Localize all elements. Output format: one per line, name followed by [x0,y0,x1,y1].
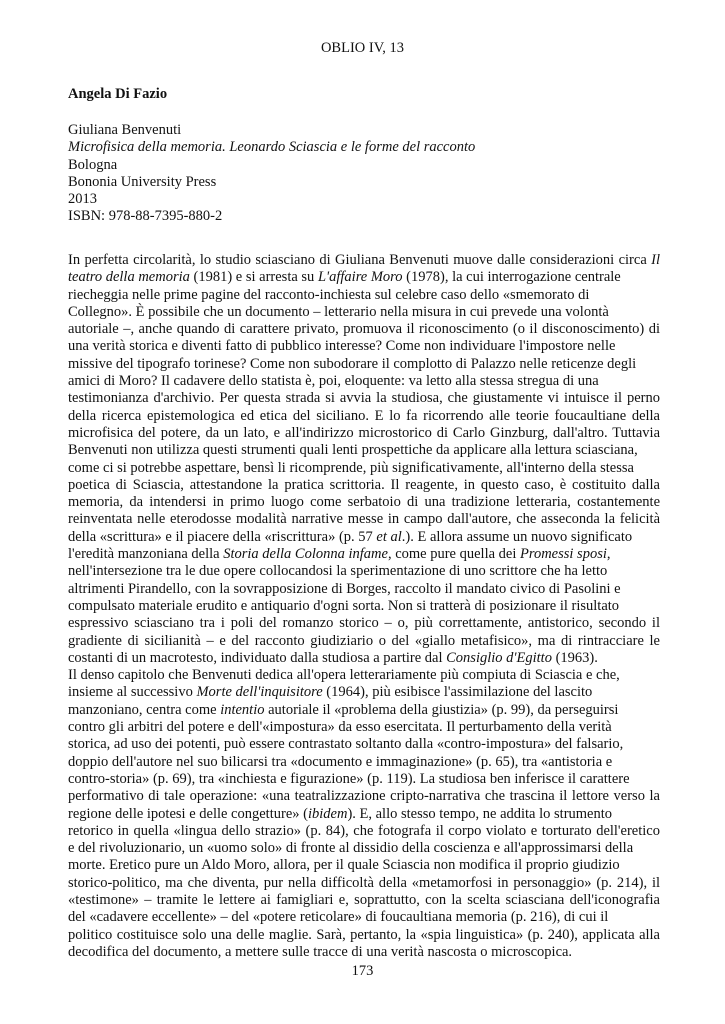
body-line [68,650,660,667]
text-segment: retorico in quella «lingua dello strazio» (p. 84), che fotografa il corpo violato e torturato dell'eretico [68,822,660,839]
body-line [68,477,660,494]
text-segment: reinventata nelle eterodosse modalità narrative messe in campo dall'autore, che asseconda la felicità [68,511,660,528]
text-segment: , [606,546,611,563]
review-body [68,252,660,961]
text-segment: gradiente di sicilianità – e del racconto giudiziario o del «giallo metafisico», ma di rintracciare le [68,632,660,649]
bibliographic-entry [68,122,475,226]
italic-title: Storia della Colonna infame [223,546,388,563]
italic-title: teatro della memoria [68,269,190,286]
text-segment: manzoniano, centra come [68,701,221,718]
text-segment: costanti di un macrotesto, individuato dalla studiosa a partire dal [68,649,447,666]
body-line [68,667,660,684]
italic-title: et al [376,528,402,545]
text-segment: regione delle ipotesi e delle congetture» ( [68,805,308,822]
text-segment: espressivo sciasciano tra i poli del romanzo storico – o, più correttamente, antistorico, secondo il [68,615,660,632]
body-line [68,633,660,650]
body-line [68,944,660,961]
text-segment: della «scrittura» e il piacere della «riscrittura» (p. 57 [68,528,377,545]
text-segment: (1981) e si arresta su [189,269,318,286]
body-line [68,494,660,511]
text-segment: ) [405,528,411,545]
body-line [68,321,660,338]
text-segment: altrimenti Pirandello, con la sovrapposizione di Borges, raccolto il mandato civico di Pasolini e [68,580,621,597]
body-line [68,719,660,736]
text-segment: contro gli arbitri del potere e dell'«impostura» da esso esercitata. Il perturbamento della verità [68,719,612,736]
text-segment: doppio dell'autore nel suo bilicarsi tra «documento e immaginazione» (p. 65), tra «antistoria e [68,753,613,770]
body-line [68,892,660,909]
italic-title: Consiglio d'Egitto [446,649,552,666]
text-segment: storico-politico, ma che diventa, pur nella difficoltà della «metamorfosi in personaggio» (p. 214), il [68,874,660,891]
running-header: OBLIO IV, 13 [320,40,405,56]
body-line [68,546,660,563]
italic-title: intentio [220,701,265,718]
text-segment: l'eredità manzoniana della [68,546,224,563]
text-segment: (1963). [551,649,598,666]
text-segment: riecheggia nelle prime pagine del racconto-inchiesta sul celebre caso dello «smemorato di [68,286,590,303]
body-line [68,269,660,286]
text-segment: autoriale il «problema della giustizia» (p. 99), da perseguirsi [264,701,619,718]
body-line [68,857,660,874]
body-line [68,581,660,598]
body-line [68,598,660,615]
text-segment: microfisica del potere, da un lato, e all'indirizzo microstorico di Carlo Ginzburg, dall'altro. Tuttavia [68,424,660,441]
body-line [68,771,660,788]
isbn: ISBN: 978-88-7395-880-2 [68,208,223,225]
body-line [68,875,660,892]
text-segment: politico costituisce solo una delle maglie. Sarà, pertanto, la «spia linguistica» (p. 240), applicata alla [68,926,660,943]
body-line [68,927,660,944]
body-line [68,840,660,857]
italic-title: Il [651,252,660,268]
publication-city: Bologna [68,156,118,173]
body-line [68,563,660,580]
body-line [68,442,660,459]
body-line [68,823,660,840]
body-line [68,287,660,304]
text-segment: ). E, allo stesso tempo, ne addita lo strumento [347,805,613,822]
text-segment: In perfetta circolarità, lo studio sciasciano di Giuliana Benvenuti muove dalle considerazioni circa [68,252,652,268]
text-segment: Il denso capitolo che Benvenuti dedica all'opera letterariamente più compiuta di Sciascia e che, [68,667,620,684]
text-segment: insieme al successivo [68,684,197,701]
book-title: Microfisica della memoria. Leonardo Sciascia e le forme del racconto [68,139,476,156]
body-line [68,909,660,926]
text-segment: compulsato materiale erudito e antiquario d'ogni sorta. Non si tratterà di posizionare il risultato [68,597,620,614]
italic-title: Morte dell'inquisitore [196,684,323,701]
body-line [68,702,660,719]
body-line [68,806,660,823]
text-segment: storica, ad uso dei potenti, può essere contrastato soltanto dalla «contro-impostura» del falsario, [68,736,624,753]
text-segment: decodifica del documento, a mettere sulle tracce di una verità nascosta o microscopica. [68,943,573,960]
text-segment: poetica di Sciascia, attestandone la pratica scrittoria. Il reagente, in questo caso, è costituito dalla [68,476,660,493]
text-segment: una verità storica e diventi fatto di pubblico interesse? Come non individuare l'impostore nelle [68,338,616,355]
body-line [68,252,660,269]
publisher: Bononia University Press [68,173,217,190]
body-line [68,425,660,442]
text-segment: Benvenuti non utilizza questi strumenti quali lenti prospettiche da applicare alla lettura sciasciana, [68,442,638,459]
text-segment: nell'intersezione tra le due opere collocandosi la sperimentazione di uno scrittore che ha letto [68,563,608,580]
body-line [68,684,660,701]
text-segment: come ci si potrebbe aspettare, bensì li ricomprende, più significativamente, all'interno della stessa [68,459,634,476]
text-segment: , come pure quella dei [387,546,520,563]
text-segment: autoriale –, anche quando di carattere privato, promuova il riconoscimento (o il disconoscimento) di [68,321,660,338]
text-segment: contro-storia» (p. 69), tra «inchiesta e figurazione» (p. 119). La studiosa ben inferisce il carattere [68,770,630,787]
body-line [68,390,660,407]
text-segment: (1978), la cui interrogazione centrale [402,269,621,286]
body-line [68,754,660,771]
body-line [68,788,660,805]
text-segment: memoria, da intendersi in primo luogo come serbatoio di una tradizione letteraria, costantemente [68,494,660,511]
text-segment: morte. Eretico pure un Aldo Moro, allora, per il quale Sciascia non modifica il proprio giudizio [68,857,620,874]
text-segment: della ricerca epistemologica ed etica del siciliano. E lo fa ricorrendo alle teorie foucaultiane della [68,407,660,424]
body-line [68,511,660,528]
page-number: 173 [351,963,374,979]
text-segment: Collegno». È possibile che un documento – letterario nella misura in cui prevede una volontà [68,303,609,320]
body-line [68,373,660,390]
book-author: Giuliana Benvenuti [68,122,182,138]
body-line [68,408,660,425]
body-line [68,356,660,373]
publication-year: 2013 [68,191,97,208]
review-author: Angela Di Fazio [68,86,168,102]
body-line [68,338,660,355]
body-line [68,304,660,321]
body-line [68,460,660,477]
text-segment: amici di Moro? Il cadavere dello statista è, poi, eloquente: va letto alla stessa stregua di una [68,373,599,390]
text-segment: del «cadavere eccellente» – del «potere reticolare» di foucaultiana memoria (p. 216), di cui il [68,909,609,926]
text-segment: (1964), più esibisce l'assimilazione del lascito [322,684,593,701]
body-line [68,736,660,753]
text-segment: e del rivoluzionario, un «uomo solo» di fronte al dissidio della coscienza e all'approssimarsi della [68,840,634,857]
italic-title: Promessi sposi [520,546,607,563]
text-segment: . [401,528,406,545]
text-segment: performativo di tale operazione: «una teatralizzazione cripto-narrativa che trascina il lettore verso la [68,788,660,805]
text-segment: testimonianza d'archivio. Per questa strada si avvia la studiosa, che giustamente vi intuisce il perno [68,390,660,407]
text-segment: missive del tipografo torinese? Come non subodorare il complotto di Palazzo nelle reticenze degli [68,355,637,372]
body-line [68,615,660,632]
text-segment: . E allora assume un nuovo significato [410,528,633,545]
body-line [68,529,660,546]
italic-title: L'affaire Moro [317,269,403,286]
italic-title: ibidem [307,805,348,822]
text-segment: «testimone» – tramite le lettere ai famigliari e, soprattutto, con la scelta sciasciana dell'iconografia [68,891,660,908]
